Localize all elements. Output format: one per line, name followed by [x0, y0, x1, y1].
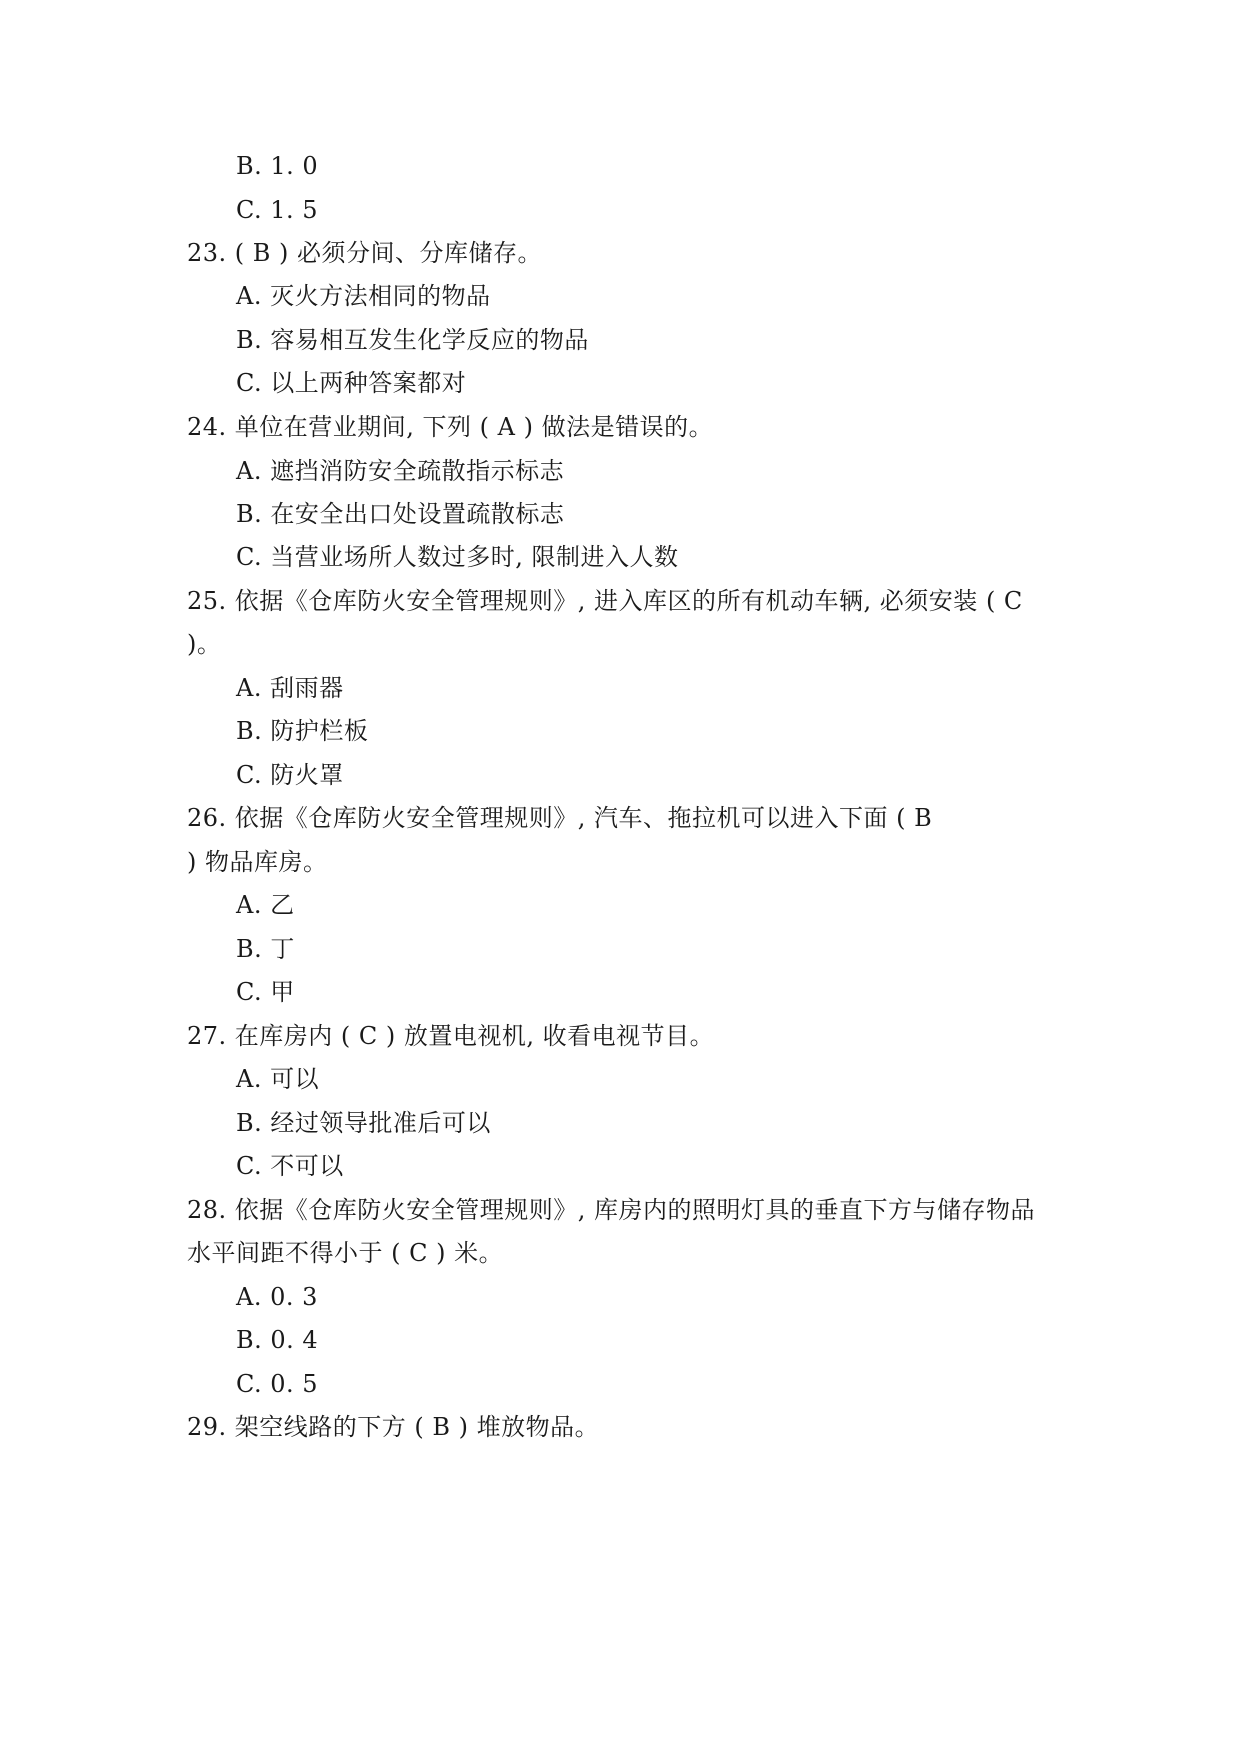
option-line: C. 1. 5 — [236, 196, 319, 224]
option-line: B. 经过领导批准后可以 — [236, 1109, 491, 1137]
option-line: C. 不可以 — [236, 1152, 344, 1180]
question-line: 水平间距不得小于 ( C ) 米。 — [187, 1239, 504, 1267]
question-line: 29. 架空线路的下方 ( B ) 堆放物品。 — [187, 1413, 600, 1441]
question-line: ) 物品库房。 — [187, 848, 328, 876]
question-line: 27. 在库房内 ( C ) 放置电视机, 收看电视节目。 — [187, 1022, 715, 1050]
option-line: A. 0. 3 — [236, 1283, 318, 1311]
option-line: B. 0. 4 — [236, 1326, 319, 1354]
question-line: 24. 单位在营业期间, 下列 ( A ) 做法是错误的。 — [187, 413, 714, 441]
question-line: 26. 依据《仓库防火安全管理规则》, 汽车、拖拉机可以进入下面 ( B — [187, 804, 933, 832]
option-line: B. 在安全出口处设置疏散标志 — [236, 500, 565, 528]
option-line: C. 当营业场所人数过多时, 限制进入人数 — [236, 543, 679, 571]
question-line: 23. ( B ) 必须分间、分库储存。 — [187, 239, 543, 267]
option-line: B. 1. 0 — [236, 152, 319, 180]
option-line: A. 灭火方法相同的物品 — [236, 282, 491, 310]
option-line: B. 防护栏板 — [236, 717, 369, 745]
question-line: )。 — [187, 630, 222, 658]
option-line: C. 防火罩 — [236, 761, 344, 789]
option-line: C. 0. 5 — [236, 1370, 319, 1398]
question-line: 28. 依据《仓库防火安全管理规则》, 库房内的照明灯具的垂直下方与储存物品 — [187, 1196, 1036, 1224]
question-line: 25. 依据《仓库防火安全管理规则》, 进入库区的所有机动车辆, 必须安装 ( C — [187, 587, 1023, 615]
option-line: C. 以上两种答案都对 — [236, 369, 467, 397]
option-line: A. 乙 — [236, 891, 295, 919]
option-line: B. 丁 — [236, 935, 295, 963]
option-line: A. 刮雨器 — [236, 674, 344, 702]
option-line: B. 容易相互发生化学反应的物品 — [236, 326, 589, 354]
option-line: A. 可以 — [236, 1065, 320, 1093]
option-line: C. 甲 — [236, 978, 295, 1006]
option-line: A. 遮挡消防安全疏散指示标志 — [236, 457, 565, 485]
